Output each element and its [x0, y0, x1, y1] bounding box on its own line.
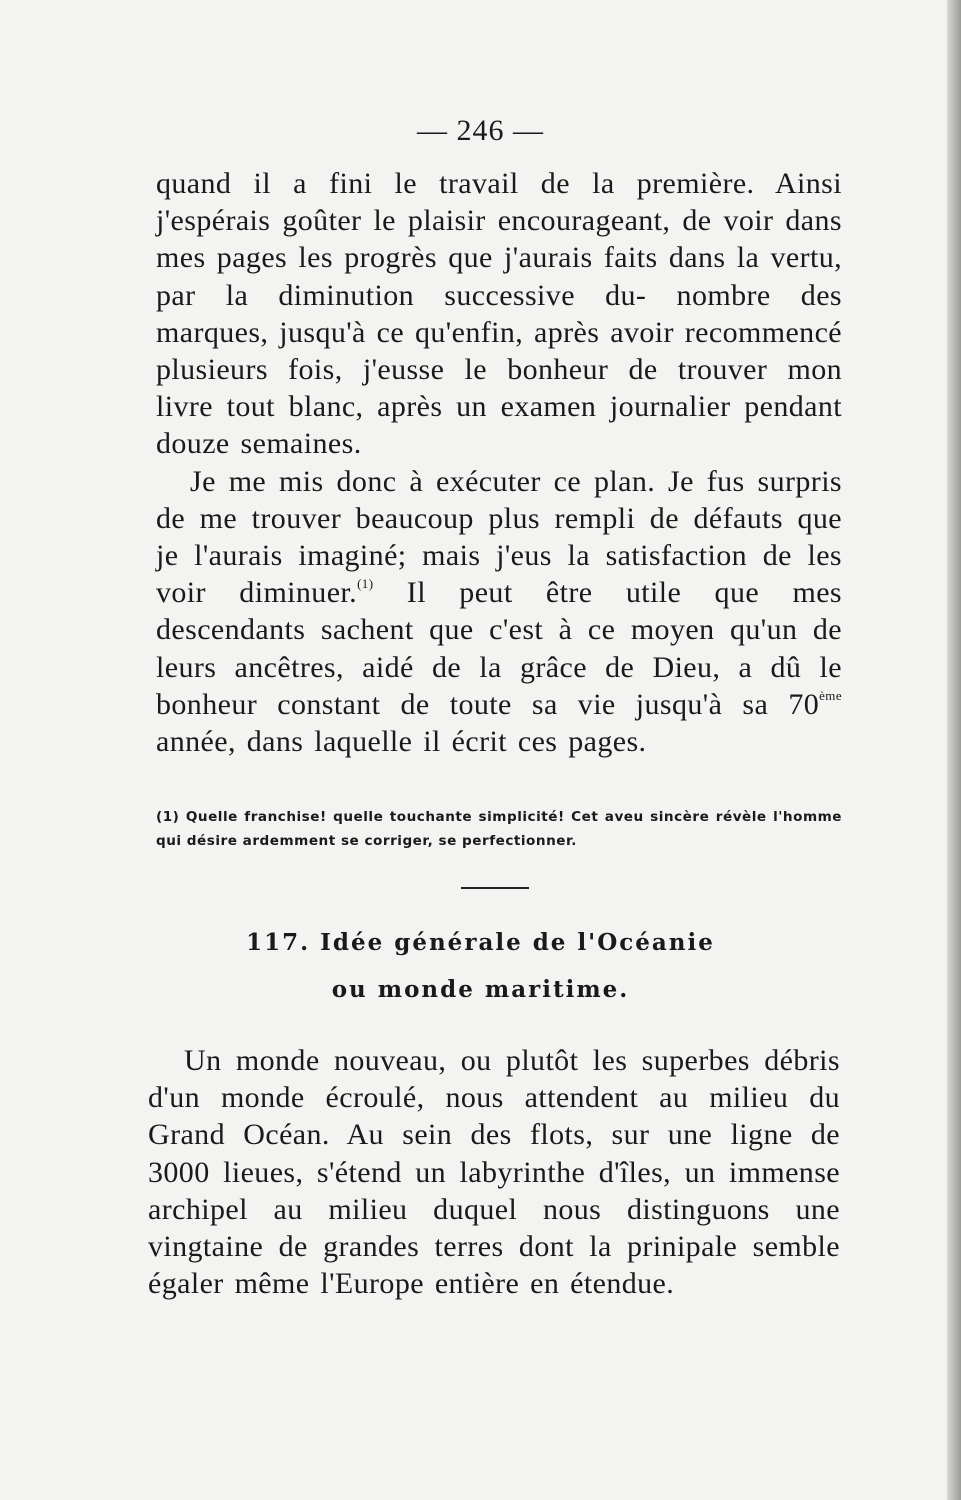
footnote-reference: (1): [357, 576, 374, 592]
ordinal-suffix: ème: [819, 687, 842, 703]
section-heading-line-2: ou monde maritime.: [331, 976, 630, 1003]
paragraph-plan-text-3: année, dans laquelle il écrit ces pages.: [156, 725, 647, 759]
page-edge-shadow: [947, 0, 961, 1500]
paragraph-plan-text-1: Je me mis donc à exécuter ce plan. Je fus surpris de me trouver beaucoup plus rempli de défauts que je l'aurais imaginé; mais j'eus la satisfaction de les voir diminuer.: [156, 464, 842, 610]
paragraph-plan: [156, 463, 842, 761]
section-divider: [461, 887, 529, 889]
section-text-block: [148, 1042, 840, 1302]
page-number: — 246 —: [417, 114, 544, 147]
section-paragraph: Un monde nouveau, ou plutôt les superbes débris d'un monde écroulé, nous attendent au milieu du Grand Océan. Au sein des flots, sur une ligne de 3000 lieues, s'étend un labyrinthe d'îles, un immense archipel au milieu duquel nous distinguons une vingtaine de grandes terres dont la prinipale semble égaler même l'Europe entière en étendue.: [148, 1044, 840, 1301]
footnote-text: (1) Quelle franchise! quelle touchante simplicité! Cet aveu sincère révèle l'homme qui désire ardemment se corriger, se perfectionner.: [156, 809, 842, 849]
paragraph-plan-text-2: Il peut être utile que mes descendants sachent que c'est à ce moyen qu'un de leurs ancêtres, aidé de la grâce de Dieu, a dû le bonheur constant de toute sa vie jusqu'à sa 70: [156, 576, 842, 721]
footnote: [156, 805, 842, 853]
paragraph-continued: quand il a fini le travail de la première. Ainsi j'espérais goûter le plaisir encourageant, de voir dans mes pages les progrès que j'aurais faits dans la vertu, par la diminution successive du- nombre des marques, jusqu'à ce qu'enfin, après avoir recommencé plusieurs fois, j'eusse le bonheur de trouver mon livre tout blanc, après un examen journalier pendant douze semaines.: [156, 167, 843, 461]
main-text-block: [156, 165, 842, 760]
section-heading-line-1: 117. Idée générale de l'Océanie: [246, 929, 715, 956]
